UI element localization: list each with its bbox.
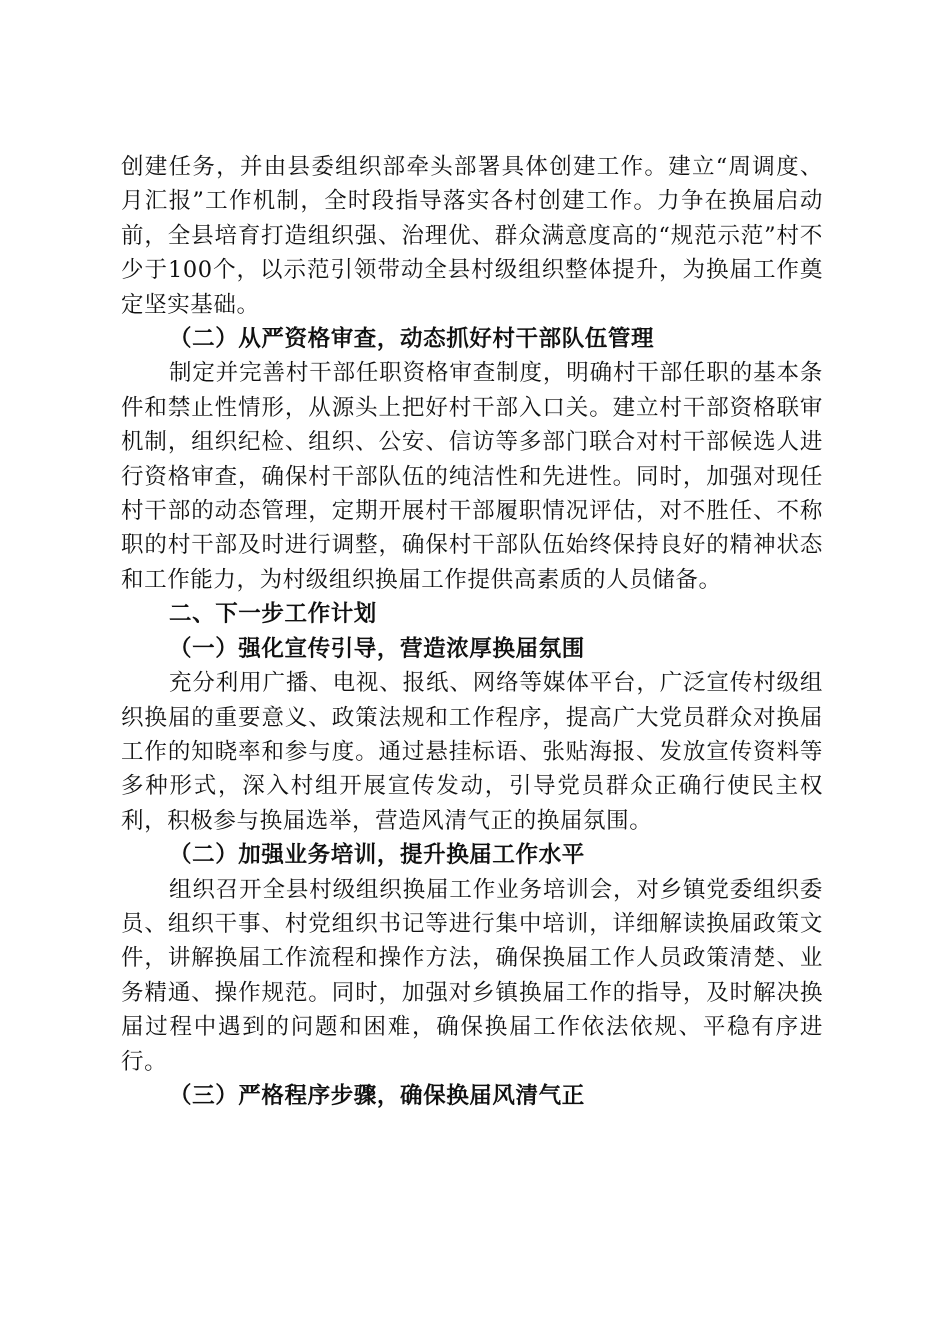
section-heading-next-plan: 二、下一步工作计划 [169,601,377,628]
paragraph-qualification-review: 制定并完善村干部任职资格审查制度，明确村干部任职的基本条件和禁止性情形，从源头上把好村干部入口关。建立村干部资格联审机制，组织纪检、组织、公安、信访等多部门联合对村干部候选人进行资格审查，确保村干部队伍的纯洁性和先进性。同时，加强对现任村干部的动态管理，定期开展村干部履职情况评估，对不胜任、不称职的村干部及时进行调整，确保村干部队伍始终保持良好的精神状态和工作能力，为村级组织换届工作提供高素质的人员储备。 [121,360,823,593]
subheading-procedure: （三）严格程序步骤，确保换届风清气正 [169,1082,585,1109]
subheading-qualification-review: （二）从严资格审查，动态抓好村干部队伍管理 [169,326,655,353]
paragraph-publicity: 充分利用广播、电视、报纸、网络等媒体平台，广泛宣传村级组织换届的重要意义、政策法规和工作程序，提高广大党员群众对换届工作的知晓率和参与度。通过悬挂标语、张贴海报、发放宣传资料等多种形式，深入村组开展宣传发动，引导党员群众正确行使民主权利，积极参与换届选举，营造风清气正的换届氛围。 [121,670,823,834]
subheading-training: （二）加强业务培训，提升换届工作水平 [169,842,585,869]
document-page [121,150,823,1113]
paragraph-intro: 创建任务，并由县委组织部牵头部署具体创建工作。建立“周调度、月汇报”工作机制，全时段指导落实各村创建工作。力争在换届启动前，全县培育打造组织强、治理优、群众满意度高的“规范示范”村不少于100个，以示范引领带动全县村级组织整体提升，为换届工作奠定坚实基础。 [121,154,823,318]
subheading-publicity: （一）强化宣传引导，营造浓厚换届氛围 [169,635,585,662]
paragraph-training: 组织召开全县村级组织换届工作业务培训会，对乡镇党委组织委员、组织干事、村党组织书记等进行集中培训，详细解读换届政策文件，讲解换届工作流程和操作方法，确保换届工作人员政策清楚、业务精通、操作规范。同时，加强对乡镇换届工作的指导，及时解决换届过程中遇到的问题和困难，确保换届工作依法依规、平稳有序进行。 [121,876,823,1075]
